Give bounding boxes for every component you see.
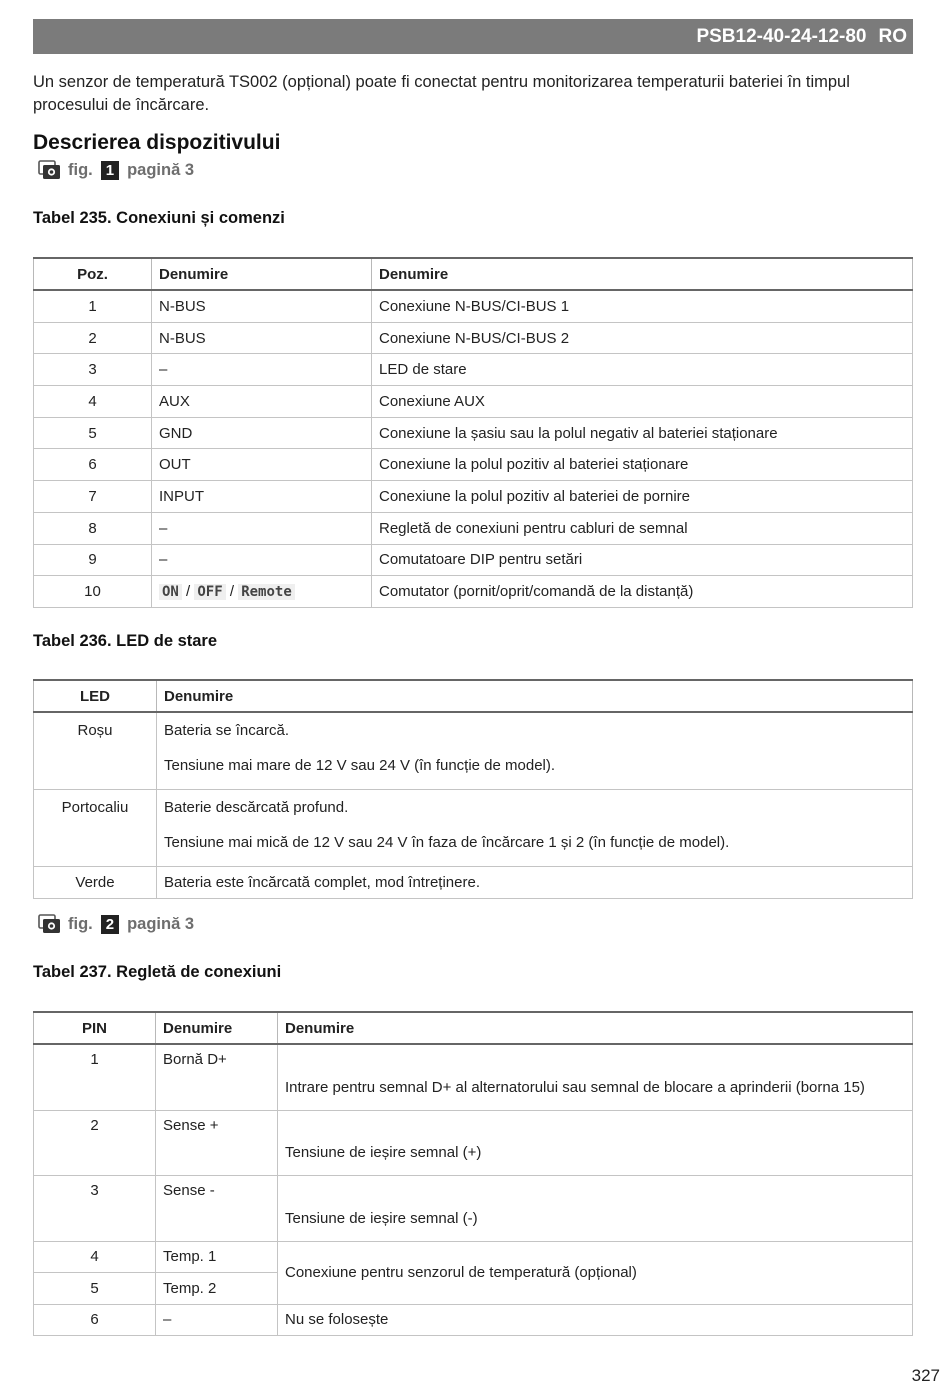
separator: / <box>229 583 235 601</box>
table-row <box>34 1176 913 1242</box>
pos-cell: 10 <box>34 576 152 608</box>
name-cell: – <box>152 354 372 386</box>
product-code: PSB12-40-24-12-80 <box>696 25 867 47</box>
page-number: 327 <box>911 1366 940 1385</box>
name-cell: – <box>152 544 372 576</box>
led-cell: Verde <box>34 867 157 899</box>
pos-cell: 8 <box>34 512 152 544</box>
column-header: Denumire <box>152 258 372 290</box>
table-row <box>34 576 913 608</box>
name-cell: – <box>152 512 372 544</box>
led-cell <box>34 790 157 867</box>
table-237-title: Tabel 237. Regletă de conexiuni <box>33 963 282 981</box>
table-row <box>34 386 913 418</box>
fig-page: pagină 3 <box>127 160 195 179</box>
table-row <box>34 712 913 790</box>
figure-reference-2[interactable] <box>38 914 194 934</box>
table-row <box>34 1044 913 1110</box>
desc-line: Baterie descărcată profund. <box>164 799 349 816</box>
desc-cell <box>157 712 913 790</box>
pos-cell: 3 <box>34 354 152 386</box>
desc-cell: Nu se folosește <box>278 1304 913 1336</box>
fig-number: 1 <box>101 161 119 180</box>
language-code: RO <box>878 25 907 47</box>
camera-icon <box>38 914 61 934</box>
table-row <box>34 1304 913 1336</box>
desc-cell: Conexiune la șasiu sau la polul negativ al bateriei staționare <box>372 417 913 449</box>
fig-label: fig. <box>68 914 93 933</box>
column-header: Denumire <box>372 258 913 290</box>
desc-line: Bateria se încarcă. <box>164 722 290 739</box>
pin-cell: 5 <box>34 1273 156 1305</box>
desc-cell: Conexiune N-BUS/CI-BUS 1 <box>372 290 913 322</box>
table-row <box>34 322 913 354</box>
name-cell: Bornă D+ <box>156 1044 278 1110</box>
column-header: Denumire <box>156 1012 278 1044</box>
desc-cell: Conexiune la polul pozitiv al bateriei staționare <box>372 449 913 481</box>
table-row <box>34 512 913 544</box>
header-bar <box>33 19 913 54</box>
table-235-title: Tabel 235. Conexiuni și comenzi <box>33 209 285 227</box>
pin-cell: 6 <box>34 1304 156 1336</box>
figure-reference-1[interactable] <box>38 160 194 180</box>
on-key-label: ON <box>159 584 182 600</box>
desc-cell: Tensiune de ieșire semnal (-) <box>278 1176 913 1242</box>
desc-cell: Bateria este încărcată complet, mod întreținere. <box>157 867 913 899</box>
fig-label: fig. <box>68 160 93 179</box>
desc-cell: Conexiune pentru senzorul de temperatură (opțional) <box>278 1241 913 1304</box>
name-cell: OUT <box>152 449 372 481</box>
desc-cell: Tensiune de ieșire semnal (+) <box>278 1110 913 1176</box>
led-name: Roșu <box>77 722 113 739</box>
desc-cell: Regletă de conexiuni pentru cabluri de semnal <box>372 512 913 544</box>
name-cell: N-BUS <box>152 290 372 322</box>
table-row <box>34 481 913 513</box>
pos-cell: 1 <box>34 290 152 322</box>
off-key-label: OFF <box>194 584 225 600</box>
camera-icon <box>38 160 61 180</box>
name-cell: INPUT <box>152 481 372 513</box>
desc-cell <box>157 790 913 867</box>
pin-cell: 4 <box>34 1241 156 1273</box>
fig-number: 2 <box>101 915 119 934</box>
desc-line: Tensiune mai mică de 12 V sau 24 V în faza de încărcare 1 și 2 (în funcție de model). <box>164 834 730 851</box>
desc-cell: Conexiune N-BUS/CI-BUS 2 <box>372 322 913 354</box>
table-row <box>34 1110 913 1176</box>
pos-cell: 2 <box>34 322 152 354</box>
connections-table <box>33 257 913 608</box>
pos-cell: 6 <box>34 449 152 481</box>
name-cell: N-BUS <box>152 322 372 354</box>
section-title: Descrierea dispozitivului <box>33 131 281 154</box>
table-row <box>34 867 913 899</box>
name-cell: Temp. 2 <box>156 1273 278 1305</box>
name-cell: – <box>156 1304 278 1336</box>
desc-cell: Conexiune la polul pozitiv al bateriei de pornire <box>372 481 913 513</box>
table-row <box>34 544 913 576</box>
intro-paragraph: Un senzor de temperatură TS002 (opțional) poate fi conectat pentru monitorizarea temperaturii bateriei în timpul procesului de încărcare. <box>33 73 850 114</box>
column-header: Denumire <box>278 1012 913 1044</box>
switch-labels-cell <box>152 576 372 608</box>
fig-page: pagină 3 <box>127 914 195 933</box>
pin-cell: 2 <box>34 1110 156 1176</box>
remote-key-label: Remote <box>238 584 295 600</box>
status-led-table <box>33 679 913 899</box>
desc-cell: Intrare pentru semnal D+ al alternatorului sau semnal de blocare a aprinderii (borna 15) <box>278 1044 913 1110</box>
desc-cell: LED de stare <box>372 354 913 386</box>
separator: / <box>186 583 191 601</box>
led-name: Portocaliu <box>61 799 129 816</box>
pos-cell: 9 <box>34 544 152 576</box>
led-cell <box>34 712 157 790</box>
table-row <box>34 449 913 481</box>
table-row <box>34 790 913 867</box>
table-row <box>34 417 913 449</box>
table-236-title: Tabel 236. LED de stare <box>33 632 218 650</box>
column-header: Poz. <box>34 258 152 290</box>
table-row <box>34 354 913 386</box>
pos-cell: 7 <box>34 481 152 513</box>
name-cell: Temp. 1 <box>156 1241 278 1273</box>
pos-cell: 4 <box>34 386 152 418</box>
pin-cell: 1 <box>34 1044 156 1110</box>
table-row <box>34 290 913 322</box>
column-header: LED <box>34 680 157 712</box>
column-header: PIN <box>34 1012 156 1044</box>
name-cell: GND <box>152 417 372 449</box>
pin-cell: 3 <box>34 1176 156 1242</box>
desc-cell: Conexiune AUX <box>372 386 913 418</box>
desc-cell: Comutatoare DIP pentru setări <box>372 544 913 576</box>
terminal-strip-table <box>33 1011 913 1336</box>
table-row <box>34 1241 913 1273</box>
pos-cell: 5 <box>34 417 152 449</box>
name-cell: Sense + <box>156 1110 278 1176</box>
name-cell: AUX <box>152 386 372 418</box>
desc-cell: Comutator (pornit/oprit/comandă de la distanță) <box>372 576 913 608</box>
column-header: Denumire <box>157 680 913 712</box>
name-cell: Sense - <box>156 1176 278 1242</box>
desc-line: Tensiune mai mare de 12 V sau 24 V (în funcție de model). <box>164 757 556 774</box>
